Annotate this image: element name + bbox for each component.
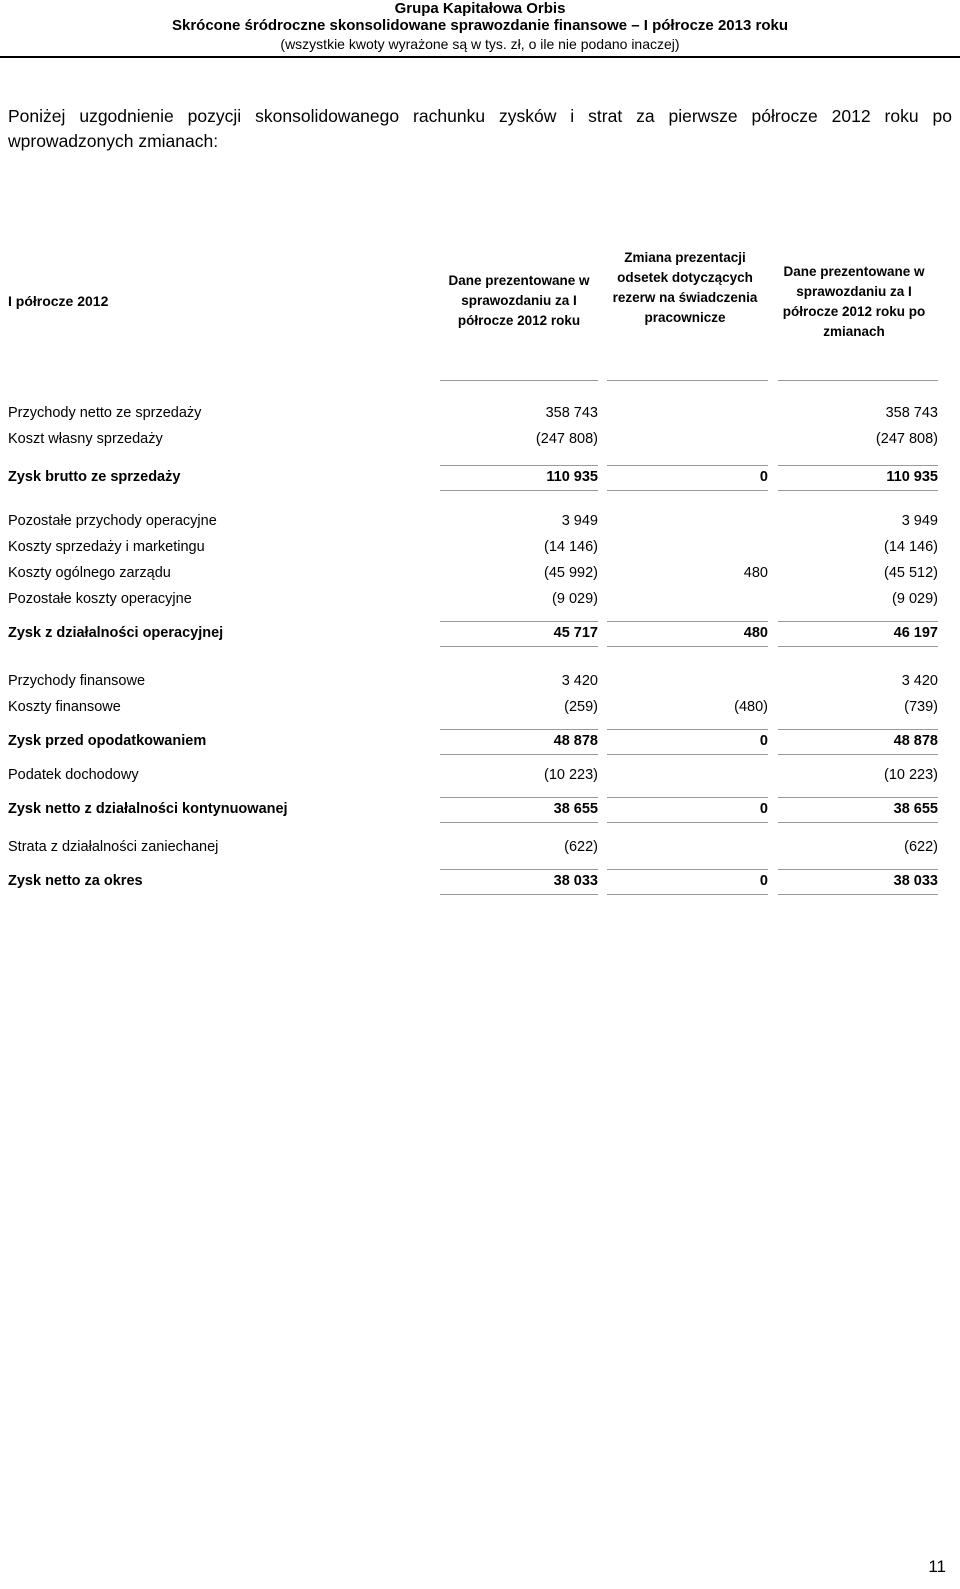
value-restated: 3 420 [901,673,938,689]
subtotal-top-border [778,621,938,622]
subtotal-top-border [607,465,768,466]
row-label: Zysk przed opodatkowaniem [8,733,207,749]
table-row [0,669,960,695]
row-label: Zysk netto za okres [8,873,143,889]
row-label: Koszty sprzedaży i marketingu [8,539,205,555]
value-original: (9 029) [552,591,598,607]
subtotal-bottom-border [607,822,768,823]
row-label: Koszt własny sprzedaży [8,431,163,447]
row-label: Koszty finansowe [8,699,121,715]
subtotal-bottom-border [440,894,598,895]
value-change: 480 [743,565,768,581]
table-row [0,835,960,861]
value-restated: 38 655 [893,801,938,817]
subtotal-top-border [778,869,938,870]
subtotal-bottom-border [778,822,938,823]
period-label: I półrocze 2012 [8,293,109,309]
column-header-change: Zmiana prezentacji odsetek dotyczących rezerw na świadczenia pracownicze [612,250,758,325]
value-original: (622) [564,839,598,855]
subtotal-top-border [778,797,938,798]
table-row [0,869,960,895]
column-header-underline [778,380,938,381]
subtotal-bottom-border [440,822,598,823]
value-original: 3 420 [561,673,598,689]
subtotal-bottom-border [607,754,768,755]
value-restated: 358 743 [885,405,938,421]
subtotal-bottom-border [440,646,598,647]
value-restated: 110 935 [886,469,938,485]
table-row [0,763,960,789]
value-restated: (739) [904,699,938,715]
subtotal-top-border [778,465,938,466]
header-divider [0,56,960,58]
subtotal-bottom-border [440,490,598,491]
value-original: 110 935 [546,469,598,485]
subtotal-top-border [778,729,938,730]
subtotal-bottom-border [607,490,768,491]
value-original: (14 146) [543,539,598,555]
table-row [0,561,960,587]
value-restated: 46 197 [893,625,938,641]
subtotal-bottom-border [778,490,938,491]
subtotal-top-border [607,797,768,798]
subtotal-top-border [440,729,598,730]
row-label: Zysk z działalności operacyjnej [8,625,224,641]
row-label: Przychody netto ze sprzedaży [8,405,202,421]
value-change: (480) [734,699,768,715]
table-row [0,427,960,453]
column-header-restated: Dane prezentowane w sprawozdaniu za I półrocze 2012 roku po zmianach [782,264,926,339]
subtotal-bottom-border [607,646,768,647]
value-change: 480 [743,625,768,641]
value-change: 0 [759,801,768,817]
column-header-original: Dane prezentowane w sprawozdaniu za I półrocze 2012 roku [448,273,590,328]
subtotal-top-border [607,621,768,622]
value-original: (45 992) [543,565,598,581]
value-restated: (9 029) [892,591,938,607]
column-header-underline [440,380,598,381]
value-restated: 38 033 [893,873,938,889]
table-row [0,587,960,613]
value-restated: (45 512) [883,565,938,581]
subtotal-bottom-border [440,754,598,755]
table-row [0,509,960,535]
table-row [0,797,960,823]
value-restated: (247 808) [875,431,938,447]
table-row [0,535,960,561]
table-row [0,621,960,647]
subtotal-top-border [440,465,598,466]
report-title: Skrócone śródroczne skonsolidowane sprawozdanie finansowe – I półrocze 2013 roku [171,17,788,34]
units-note: (wszystkie kwoty wyrażone są w tys. zł, o ile nie podano inaczej) [280,36,680,52]
row-label: Koszty ogólnego zarządu [8,565,171,581]
row-label: Pozostałe koszty operacyjne [8,591,192,607]
row-label: Strata z działalności zaniechanej [8,839,219,855]
value-original: (259) [564,699,598,715]
value-original: 45 717 [553,625,598,641]
subtotal-top-border [440,797,598,798]
value-restated: (622) [904,839,938,855]
value-original: 48 878 [553,733,598,749]
value-original: 38 655 [553,801,598,817]
value-original: 3 949 [561,513,598,529]
value-original: (247 808) [535,431,598,447]
value-change: 0 [759,733,768,749]
page-number: 11 [928,1557,946,1576]
value-restated: 3 949 [901,513,938,529]
column-header-underline [607,380,768,381]
subtotal-top-border [607,869,768,870]
value-change: 0 [759,873,768,889]
subtotal-top-border [607,729,768,730]
subtotal-top-border [440,621,598,622]
subtotal-bottom-border [607,894,768,895]
table-row [0,695,960,721]
subtotal-top-border [440,869,598,870]
row-label: Zysk brutto ze sprzedaży [8,469,181,485]
subtotal-bottom-border [778,754,938,755]
row-label: Pozostałe przychody operacyjne [8,513,217,529]
value-restated: 48 878 [893,733,938,749]
table-row [0,729,960,755]
row-label: Przychody finansowe [8,673,146,689]
company-name: Grupa Kapitałowa Orbis [394,0,566,17]
value-change: 0 [759,469,768,485]
value-original: (10 223) [543,767,598,783]
row-label: Podatek dochodowy [8,767,139,783]
intro-paragraph: Poniżej uzgodnienie pozycji skonsolidowanego rachunku zysków i strat za pierwsze półrocze 2012 roku po wprowadzonych zmianach: [8,106,952,151]
table-row [0,465,960,491]
subtotal-bottom-border [778,894,938,895]
table-row [0,401,960,427]
value-original: 38 033 [553,873,598,889]
value-restated: (14 146) [883,539,938,555]
row-label: Zysk netto z działalności kontynuowanej [8,801,288,817]
value-restated: (10 223) [883,767,938,783]
subtotal-bottom-border [778,646,938,647]
value-original: 358 743 [545,405,598,421]
